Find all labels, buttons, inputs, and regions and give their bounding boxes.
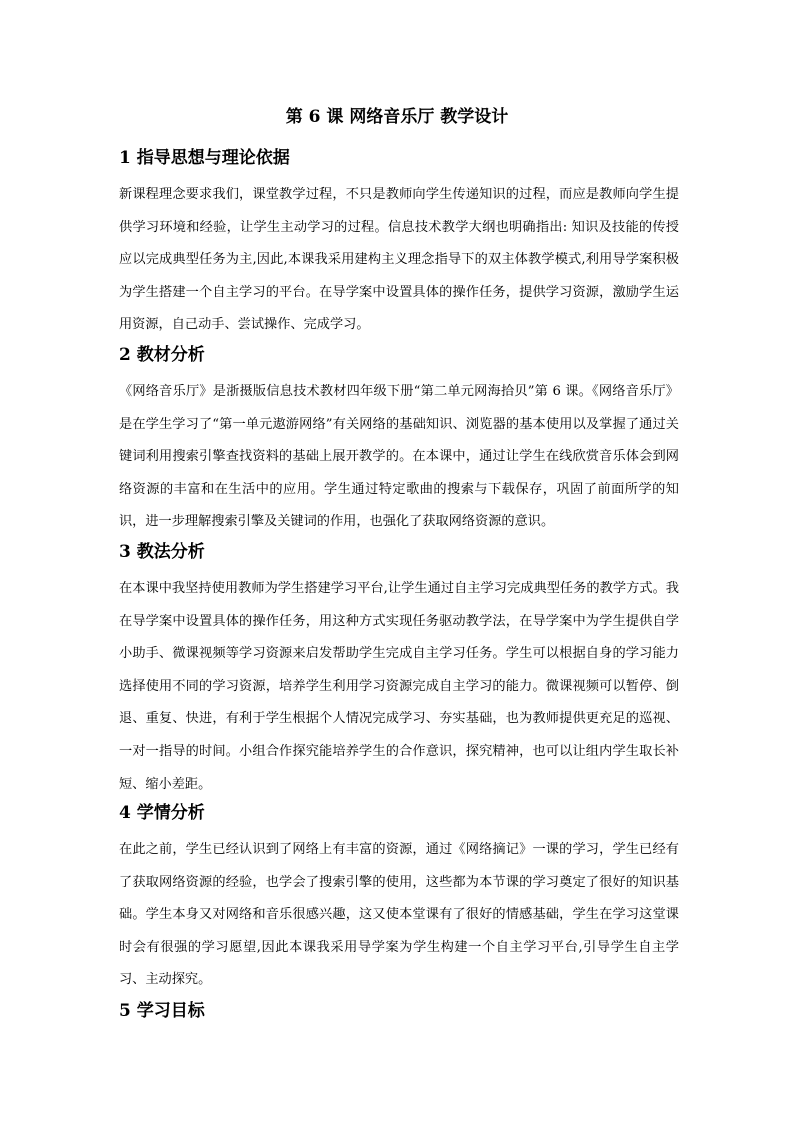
section-heading: 4 学情分析 bbox=[119, 803, 205, 823]
section-paragraph: 在此之前，学生已经认识到了网络上有丰富的资源，通过《网络摘记》一课的学习，学生已经有了获取网络资源的经验，也学会了搜索引擎的使用，这些都为本节课的学习奠定了很好的知识基础。学生本身又对网络和音乐很感兴趣，这又使本堂课有了很好的情感基础，学生在学习这堂课时会有很强的学习愿望,因此本课我采用导学案为学生构建一个自主学习平台,引导学生自主学习、主动探究。 bbox=[119, 842, 679, 988]
section-guiding-ideology bbox=[119, 145, 679, 342]
section-student-analysis bbox=[119, 800, 679, 997]
section-heading: 1 指导思想与理论依据 bbox=[119, 148, 290, 168]
section-heading: 3 教法分析 bbox=[119, 542, 205, 562]
section-paragraph: 《网络音乐厅》是浙摄版信息技术教材四年级下册“第二单元网海拾贝”第 6 课。《网络音乐厅》是在学生学习了“第一单元遨游网络”有关网络的基础知识、浏览器的基本使用以及掌握了通过关键词利用搜索引擎查找资料的基础上展开教学的。在本课中，通过让学生在线欣赏音乐体会到网络资源的丰富和在生活中的应用。学生通过特定歌曲的搜索与下载保存，巩固了前面所学的知识，进一步理解搜索引擎及关键词的作用，也强化了获取网络资源的意识。 bbox=[119, 384, 679, 530]
section-textbook-analysis bbox=[119, 342, 679, 539]
section-heading: 5 学习目标 bbox=[119, 1001, 205, 1021]
section-paragraph: 新课程理念要求我们，课堂教学过程，不只是教师向学生传递知识的过程，而应是教师向学生提供学习环境和经验，让学生主动学习的过程。信息技术教学大纲也明确指出: 知识及技能的传授应以完成典型任务为主,因此,本课我采用建构主义理念指导下的双主体教学模式,利用导学案积极为学生搭建一个自主学习的平台。在导学案中设置具体的操作任务，提供学习资源，激励学生运用资源，自己动手、尝试操作、完成学习。 bbox=[119, 187, 679, 333]
document-title: 第 6 课 网络音乐厅 教学设计 bbox=[285, 107, 509, 127]
section-heading: 2 教材分析 bbox=[119, 345, 205, 365]
section-teaching-method-analysis bbox=[119, 539, 679, 801]
section-paragraph: 在本课中我坚持使用教师为学生搭建学习平台,让学生通过自主学习完成典型任务的教学方式。我在导学案中设置具体的操作任务，用这种方式实现任务驱动教学法，在导学案中为学生提供自学小助手、微课视频等学习资源来启发帮助学生完成自主学习任务。学生可以根据自身的学习能力选择使用不同的学习资源，培养学生利用学习资源完成自主学习的能力。微课视频可以暂停、倒退、重复、快进，有利于学生根据个人情况完成学习、夯实基础，也为教师提供更充足的巡视、一对一指导的时间。小组合作探究能培养学生的合作意识，探究精神，也可以让组内学生取长补短、缩小差距。 bbox=[119, 581, 679, 792]
section-learning-objectives bbox=[119, 998, 679, 1024]
